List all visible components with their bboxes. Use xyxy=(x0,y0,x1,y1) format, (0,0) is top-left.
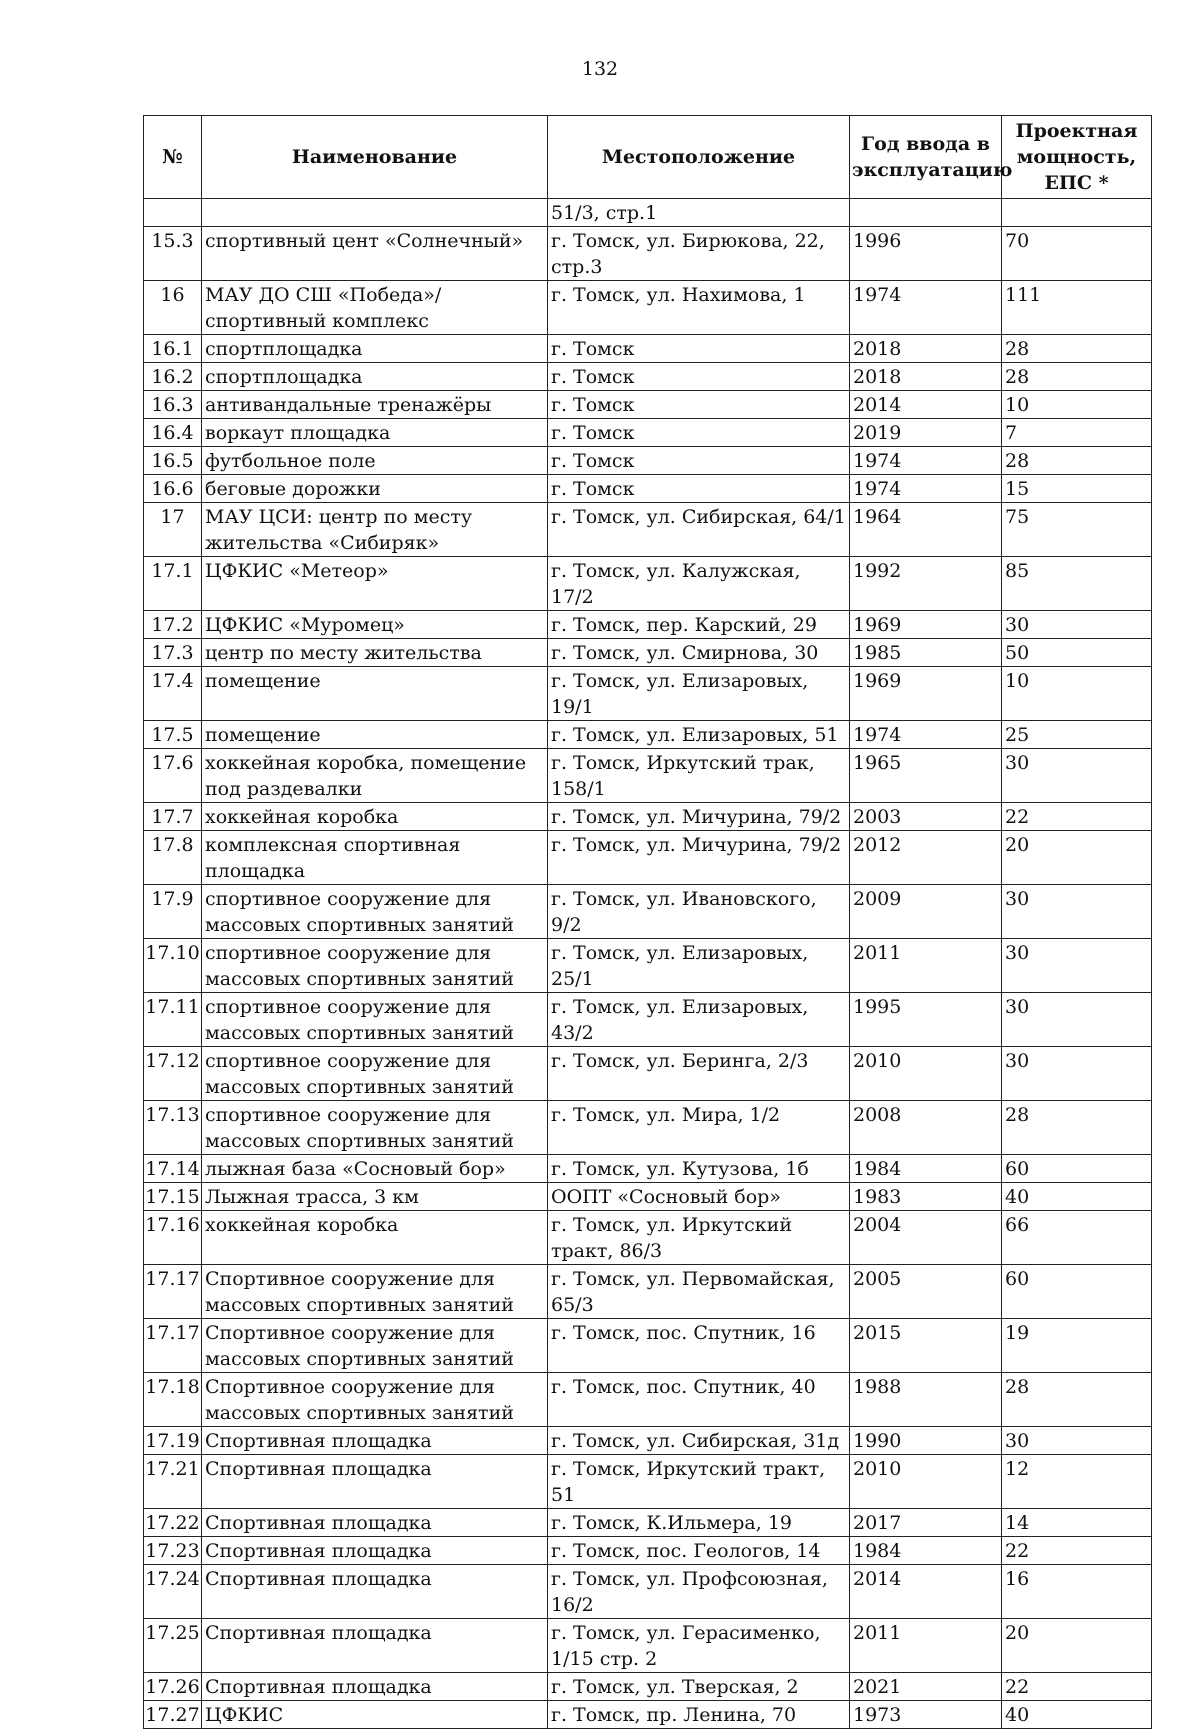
cell-location: г. Томск, пос. Спутник, 40 xyxy=(548,1373,850,1427)
cell-name: воркаут площадка xyxy=(202,419,548,447)
cell-num: 16.2 xyxy=(144,363,202,391)
cell-capacity: 30 xyxy=(1002,993,1152,1047)
cell-num: 17.10 xyxy=(144,939,202,993)
table-header-row xyxy=(144,116,1152,199)
cell-year: 1985 xyxy=(850,639,1002,667)
cell-capacity xyxy=(1002,199,1152,227)
cell-name: Спортивная площадка xyxy=(202,1455,548,1509)
cell-year: 2021 xyxy=(850,1673,1002,1701)
header-name: Наименование xyxy=(202,116,548,199)
header-num: № xyxy=(144,116,202,199)
cell-capacity: 30 xyxy=(1002,611,1152,639)
cell-name xyxy=(202,199,548,227)
cell-capacity: 10 xyxy=(1002,391,1152,419)
cell-year: 1984 xyxy=(850,1155,1002,1183)
table-row xyxy=(144,1701,1152,1729)
cell-num: 17.6 xyxy=(144,749,202,803)
cell-year: 2012 xyxy=(850,831,1002,885)
cell-num: 16.4 xyxy=(144,419,202,447)
cell-num: 17.9 xyxy=(144,885,202,939)
table-row xyxy=(144,611,1152,639)
cell-location: г. Томск, ул. Сибирская, 64/1 xyxy=(548,503,850,557)
cell-location: г. Томск, ул. Нахимова, 1 xyxy=(548,281,850,335)
cell-capacity: 25 xyxy=(1002,721,1152,749)
cell-num: 17.14 xyxy=(144,1155,202,1183)
cell-capacity: 60 xyxy=(1002,1265,1152,1319)
cell-name: спортплощадка xyxy=(202,335,548,363)
table-row xyxy=(144,1537,1152,1565)
table-row xyxy=(144,199,1152,227)
cell-location: г. Томск, ул. Первомайская, 65/3 xyxy=(548,1265,850,1319)
cell-location: г. Томск xyxy=(548,475,850,503)
cell-name: спортивное сооружение для массовых спортивных занятий xyxy=(202,1047,548,1101)
cell-year: 2018 xyxy=(850,335,1002,363)
cell-num: 17 xyxy=(144,503,202,557)
cell-capacity: 14 xyxy=(1002,1509,1152,1537)
cell-num: 17.8 xyxy=(144,831,202,885)
cell-capacity: 70 xyxy=(1002,227,1152,281)
cell-name: ЦФКИС «Метеор» xyxy=(202,557,548,611)
cell-year: 2014 xyxy=(850,391,1002,419)
cell-num: 17.22 xyxy=(144,1509,202,1537)
cell-name: МАУ ДО СШ «Победа»/спортивный комплекс xyxy=(202,281,548,335)
cell-location: ООПТ «Сосновый бор» xyxy=(548,1183,850,1211)
cell-year xyxy=(850,199,1002,227)
table-row xyxy=(144,503,1152,557)
table-row xyxy=(144,557,1152,611)
cell-location: г. Томск, ул. Профсоюзная, 16/2 xyxy=(548,1565,850,1619)
cell-year: 2010 xyxy=(850,1047,1002,1101)
cell-capacity: 20 xyxy=(1002,1619,1152,1673)
table-row xyxy=(144,1183,1152,1211)
cell-capacity: 15 xyxy=(1002,475,1152,503)
facilities-table xyxy=(143,115,1152,1729)
table-row xyxy=(144,419,1152,447)
cell-capacity: 22 xyxy=(1002,1673,1152,1701)
cell-year: 1973 xyxy=(850,1701,1002,1729)
table-row xyxy=(144,639,1152,667)
cell-location: г. Томск, ул. Герасименко, 1/15 стр. 2 xyxy=(548,1619,850,1673)
cell-year: 1992 xyxy=(850,557,1002,611)
cell-location: г. Томск xyxy=(548,447,850,475)
cell-name: спортплощадка xyxy=(202,363,548,391)
cell-location: г. Томск, Иркутский тракт, 51 xyxy=(548,1455,850,1509)
cell-num: 16.1 xyxy=(144,335,202,363)
cell-capacity: 12 xyxy=(1002,1455,1152,1509)
cell-num: 17.25 xyxy=(144,1619,202,1673)
cell-location: г. Томск, пер. Карский, 29 xyxy=(548,611,850,639)
cell-num: 17.21 xyxy=(144,1455,202,1509)
cell-location: г. Томск xyxy=(548,363,850,391)
cell-capacity: 30 xyxy=(1002,939,1152,993)
cell-year: 2009 xyxy=(850,885,1002,939)
cell-name: Спортивная площадка xyxy=(202,1427,548,1455)
table-row xyxy=(144,749,1152,803)
cell-location: г. Томск, ул. Елизаровых, 51 xyxy=(548,721,850,749)
table-body xyxy=(144,199,1152,1729)
cell-year: 1974 xyxy=(850,447,1002,475)
cell-name: беговые дорожки xyxy=(202,475,548,503)
cell-name: помещение xyxy=(202,721,548,749)
cell-capacity: 22 xyxy=(1002,803,1152,831)
cell-location: г. Томск, ул. Елизаровых, 19/1 xyxy=(548,667,850,721)
table-row xyxy=(144,721,1152,749)
cell-year: 2003 xyxy=(850,803,1002,831)
table-row xyxy=(144,1427,1152,1455)
cell-name: спортивное сооружение для массовых спортивных занятий xyxy=(202,993,548,1047)
cell-location: г. Томск, ул. Беринга, 2/3 xyxy=(548,1047,850,1101)
cell-name: спортивное сооружение для массовых спортивных занятий xyxy=(202,1101,548,1155)
cell-year: 1974 xyxy=(850,475,1002,503)
cell-name: МАУ ЦСИ: центр по месту жительства «Сибиряк» xyxy=(202,503,548,557)
table-row xyxy=(144,1319,1152,1373)
cell-year: 1969 xyxy=(850,611,1002,639)
cell-num: 17.23 xyxy=(144,1537,202,1565)
header-location: Местоположение xyxy=(548,116,850,199)
cell-location: г. Томск, пр. Ленина, 70 xyxy=(548,1701,850,1729)
table-row xyxy=(144,831,1152,885)
cell-name: Спортивное сооружение для массовых спортивных занятий xyxy=(202,1319,548,1373)
cell-name: Спортивная площадка xyxy=(202,1509,548,1537)
cell-capacity: 22 xyxy=(1002,1537,1152,1565)
cell-capacity: 30 xyxy=(1002,885,1152,939)
cell-capacity: 75 xyxy=(1002,503,1152,557)
cell-num: 16 xyxy=(144,281,202,335)
cell-location: г. Томск xyxy=(548,391,850,419)
cell-year: 2005 xyxy=(850,1265,1002,1319)
cell-capacity: 50 xyxy=(1002,639,1152,667)
cell-name: Спортивная площадка xyxy=(202,1565,548,1619)
table-row xyxy=(144,1619,1152,1673)
cell-num: 17.15 xyxy=(144,1183,202,1211)
cell-name: хоккейная коробка, помещение под раздевалки xyxy=(202,749,548,803)
table-row xyxy=(144,1155,1152,1183)
cell-capacity: 40 xyxy=(1002,1183,1152,1211)
cell-location: г. Томск, ул. Елизаровых, 25/1 xyxy=(548,939,850,993)
cell-location: г. Томск, ул. Мичурина, 79/2 xyxy=(548,803,850,831)
cell-num: 17.18 xyxy=(144,1373,202,1427)
cell-num: 15.3 xyxy=(144,227,202,281)
table-row xyxy=(144,1509,1152,1537)
header-year: Год ввода в эксплуатацию xyxy=(850,116,1002,199)
cell-year: 1984 xyxy=(850,1537,1002,1565)
cell-name: футбольное поле xyxy=(202,447,548,475)
cell-num: 17.2 xyxy=(144,611,202,639)
cell-capacity: 111 xyxy=(1002,281,1152,335)
cell-year: 2015 xyxy=(850,1319,1002,1373)
cell-capacity: 16 xyxy=(1002,1565,1152,1619)
cell-location: г. Томск xyxy=(548,335,850,363)
cell-num: 16.6 xyxy=(144,475,202,503)
cell-location: 51/3, стр.1 xyxy=(548,199,850,227)
cell-name: спортивное сооружение для массовых спортивных занятий xyxy=(202,939,548,993)
cell-name: хоккейная коробка xyxy=(202,1211,548,1265)
cell-name: антивандальные тренажёры xyxy=(202,391,548,419)
cell-num: 17.17 xyxy=(144,1265,202,1319)
cell-name: Спортивная площадка xyxy=(202,1673,548,1701)
cell-location: г. Томск, К.Ильмера, 19 xyxy=(548,1509,850,1537)
table-row xyxy=(144,803,1152,831)
cell-year: 2004 xyxy=(850,1211,1002,1265)
cell-capacity: 30 xyxy=(1002,749,1152,803)
table-row xyxy=(144,335,1152,363)
cell-capacity: 7 xyxy=(1002,419,1152,447)
cell-num: 17.13 xyxy=(144,1101,202,1155)
cell-location: г. Томск xyxy=(548,419,850,447)
table-row xyxy=(144,939,1152,993)
cell-location: г. Томск, ул. Калужская, 17/2 xyxy=(548,557,850,611)
cell-year: 2018 xyxy=(850,363,1002,391)
cell-name: Спортивная площадка xyxy=(202,1537,548,1565)
cell-year: 2011 xyxy=(850,939,1002,993)
cell-capacity: 30 xyxy=(1002,1047,1152,1101)
cell-capacity: 20 xyxy=(1002,831,1152,885)
cell-name: помещение xyxy=(202,667,548,721)
cell-capacity: 66 xyxy=(1002,1211,1152,1265)
table-row xyxy=(144,1101,1152,1155)
cell-year: 2011 xyxy=(850,1619,1002,1673)
cell-year: 1969 xyxy=(850,667,1002,721)
cell-capacity: 60 xyxy=(1002,1155,1152,1183)
cell-num: 17.12 xyxy=(144,1047,202,1101)
cell-name: комплексная спортивная площадка xyxy=(202,831,548,885)
cell-capacity: 28 xyxy=(1002,447,1152,475)
cell-capacity: 28 xyxy=(1002,335,1152,363)
table-row xyxy=(144,1211,1152,1265)
table-row xyxy=(144,1047,1152,1101)
cell-year: 1974 xyxy=(850,721,1002,749)
cell-location: г. Томск, пос. Геологов, 14 xyxy=(548,1537,850,1565)
cell-location: г. Томск, ул. Елизаровых, 43/2 xyxy=(548,993,850,1047)
header-capacity: Проектная мощность, ЕПС * xyxy=(1002,116,1152,199)
cell-capacity: 28 xyxy=(1002,1101,1152,1155)
table-row xyxy=(144,993,1152,1047)
cell-name: хоккейная коробка xyxy=(202,803,548,831)
cell-year: 1983 xyxy=(850,1183,1002,1211)
cell-location: г. Томск, ул. Смирнова, 30 xyxy=(548,639,850,667)
cell-year: 1988 xyxy=(850,1373,1002,1427)
cell-num: 17.5 xyxy=(144,721,202,749)
table-row xyxy=(144,667,1152,721)
cell-name: Спортивное сооружение для массовых спортивных занятий xyxy=(202,1373,548,1427)
cell-num: 17.24 xyxy=(144,1565,202,1619)
cell-num: 16.5 xyxy=(144,447,202,475)
cell-year: 2019 xyxy=(850,419,1002,447)
table-row xyxy=(144,447,1152,475)
table-row xyxy=(144,885,1152,939)
cell-year: 1974 xyxy=(850,281,1002,335)
cell-year: 2010 xyxy=(850,1455,1002,1509)
cell-year: 1964 xyxy=(850,503,1002,557)
table-row xyxy=(144,1565,1152,1619)
table-row xyxy=(144,475,1152,503)
table-row xyxy=(144,281,1152,335)
cell-year: 2008 xyxy=(850,1101,1002,1155)
cell-name: спортивный цент «Солнечный» xyxy=(202,227,548,281)
cell-location: г. Томск, ул. Сибирская, 31д xyxy=(548,1427,850,1455)
cell-name: ЦФКИС xyxy=(202,1701,548,1729)
cell-num: 17.1 xyxy=(144,557,202,611)
cell-name: Лыжная трасса, 3 км xyxy=(202,1183,548,1211)
cell-num: 17.7 xyxy=(144,803,202,831)
cell-num: 17.4 xyxy=(144,667,202,721)
cell-num: 17.17 xyxy=(144,1319,202,1373)
table-row xyxy=(144,1673,1152,1701)
cell-num: 16.3 xyxy=(144,391,202,419)
cell-capacity: 28 xyxy=(1002,1373,1152,1427)
cell-capacity: 19 xyxy=(1002,1319,1152,1373)
cell-year: 1965 xyxy=(850,749,1002,803)
cell-name: центр по месту жительства xyxy=(202,639,548,667)
cell-name: лыжная база «Сосновый бор» xyxy=(202,1155,548,1183)
cell-num: 17.11 xyxy=(144,993,202,1047)
cell-name: Спортивная площадка xyxy=(202,1619,548,1673)
cell-location: г. Томск, ул. Кутузова, 1б xyxy=(548,1155,850,1183)
cell-location: г. Томск, Иркутский трак, 158/1 xyxy=(548,749,850,803)
cell-location: г. Томск, ул. Иркутский тракт, 86/3 xyxy=(548,1211,850,1265)
cell-capacity: 28 xyxy=(1002,363,1152,391)
cell-capacity: 40 xyxy=(1002,1701,1152,1729)
cell-year: 2017 xyxy=(850,1509,1002,1537)
table-row xyxy=(144,1455,1152,1509)
cell-location: г. Томск, ул. Мичурина, 79/2 xyxy=(548,831,850,885)
cell-num: 17.26 xyxy=(144,1673,202,1701)
cell-year: 1996 xyxy=(850,227,1002,281)
table-row xyxy=(144,1373,1152,1427)
page-number: 132 xyxy=(581,58,619,80)
cell-name: спортивное сооружение для массовых спортивных занятий xyxy=(202,885,548,939)
cell-num: 17.27 xyxy=(144,1701,202,1729)
table-row xyxy=(144,391,1152,419)
cell-location: г. Томск, ул. Тверская, 2 xyxy=(548,1673,850,1701)
cell-location: г. Томск, ул. Мира, 1/2 xyxy=(548,1101,850,1155)
cell-year: 1990 xyxy=(850,1427,1002,1455)
cell-capacity: 85 xyxy=(1002,557,1152,611)
cell-location: г. Томск, ул. Ивановского, 9/2 xyxy=(548,885,850,939)
cell-location: г. Томск, пос. Спутник, 16 xyxy=(548,1319,850,1373)
cell-num: 17.19 xyxy=(144,1427,202,1455)
cell-name: Спортивное сооружение для массовых спортивных занятий xyxy=(202,1265,548,1319)
cell-name: ЦФКИС «Муромец» xyxy=(202,611,548,639)
cell-capacity: 10 xyxy=(1002,667,1152,721)
cell-year: 1995 xyxy=(850,993,1002,1047)
cell-num: 17.16 xyxy=(144,1211,202,1265)
cell-num xyxy=(144,199,202,227)
cell-year: 2014 xyxy=(850,1565,1002,1619)
cell-location: г. Томск, ул. Бирюкова, 22, стр.3 xyxy=(548,227,850,281)
table-row xyxy=(144,1265,1152,1319)
table-row xyxy=(144,227,1152,281)
table-row xyxy=(144,363,1152,391)
cell-capacity: 30 xyxy=(1002,1427,1152,1455)
cell-num: 17.3 xyxy=(144,639,202,667)
